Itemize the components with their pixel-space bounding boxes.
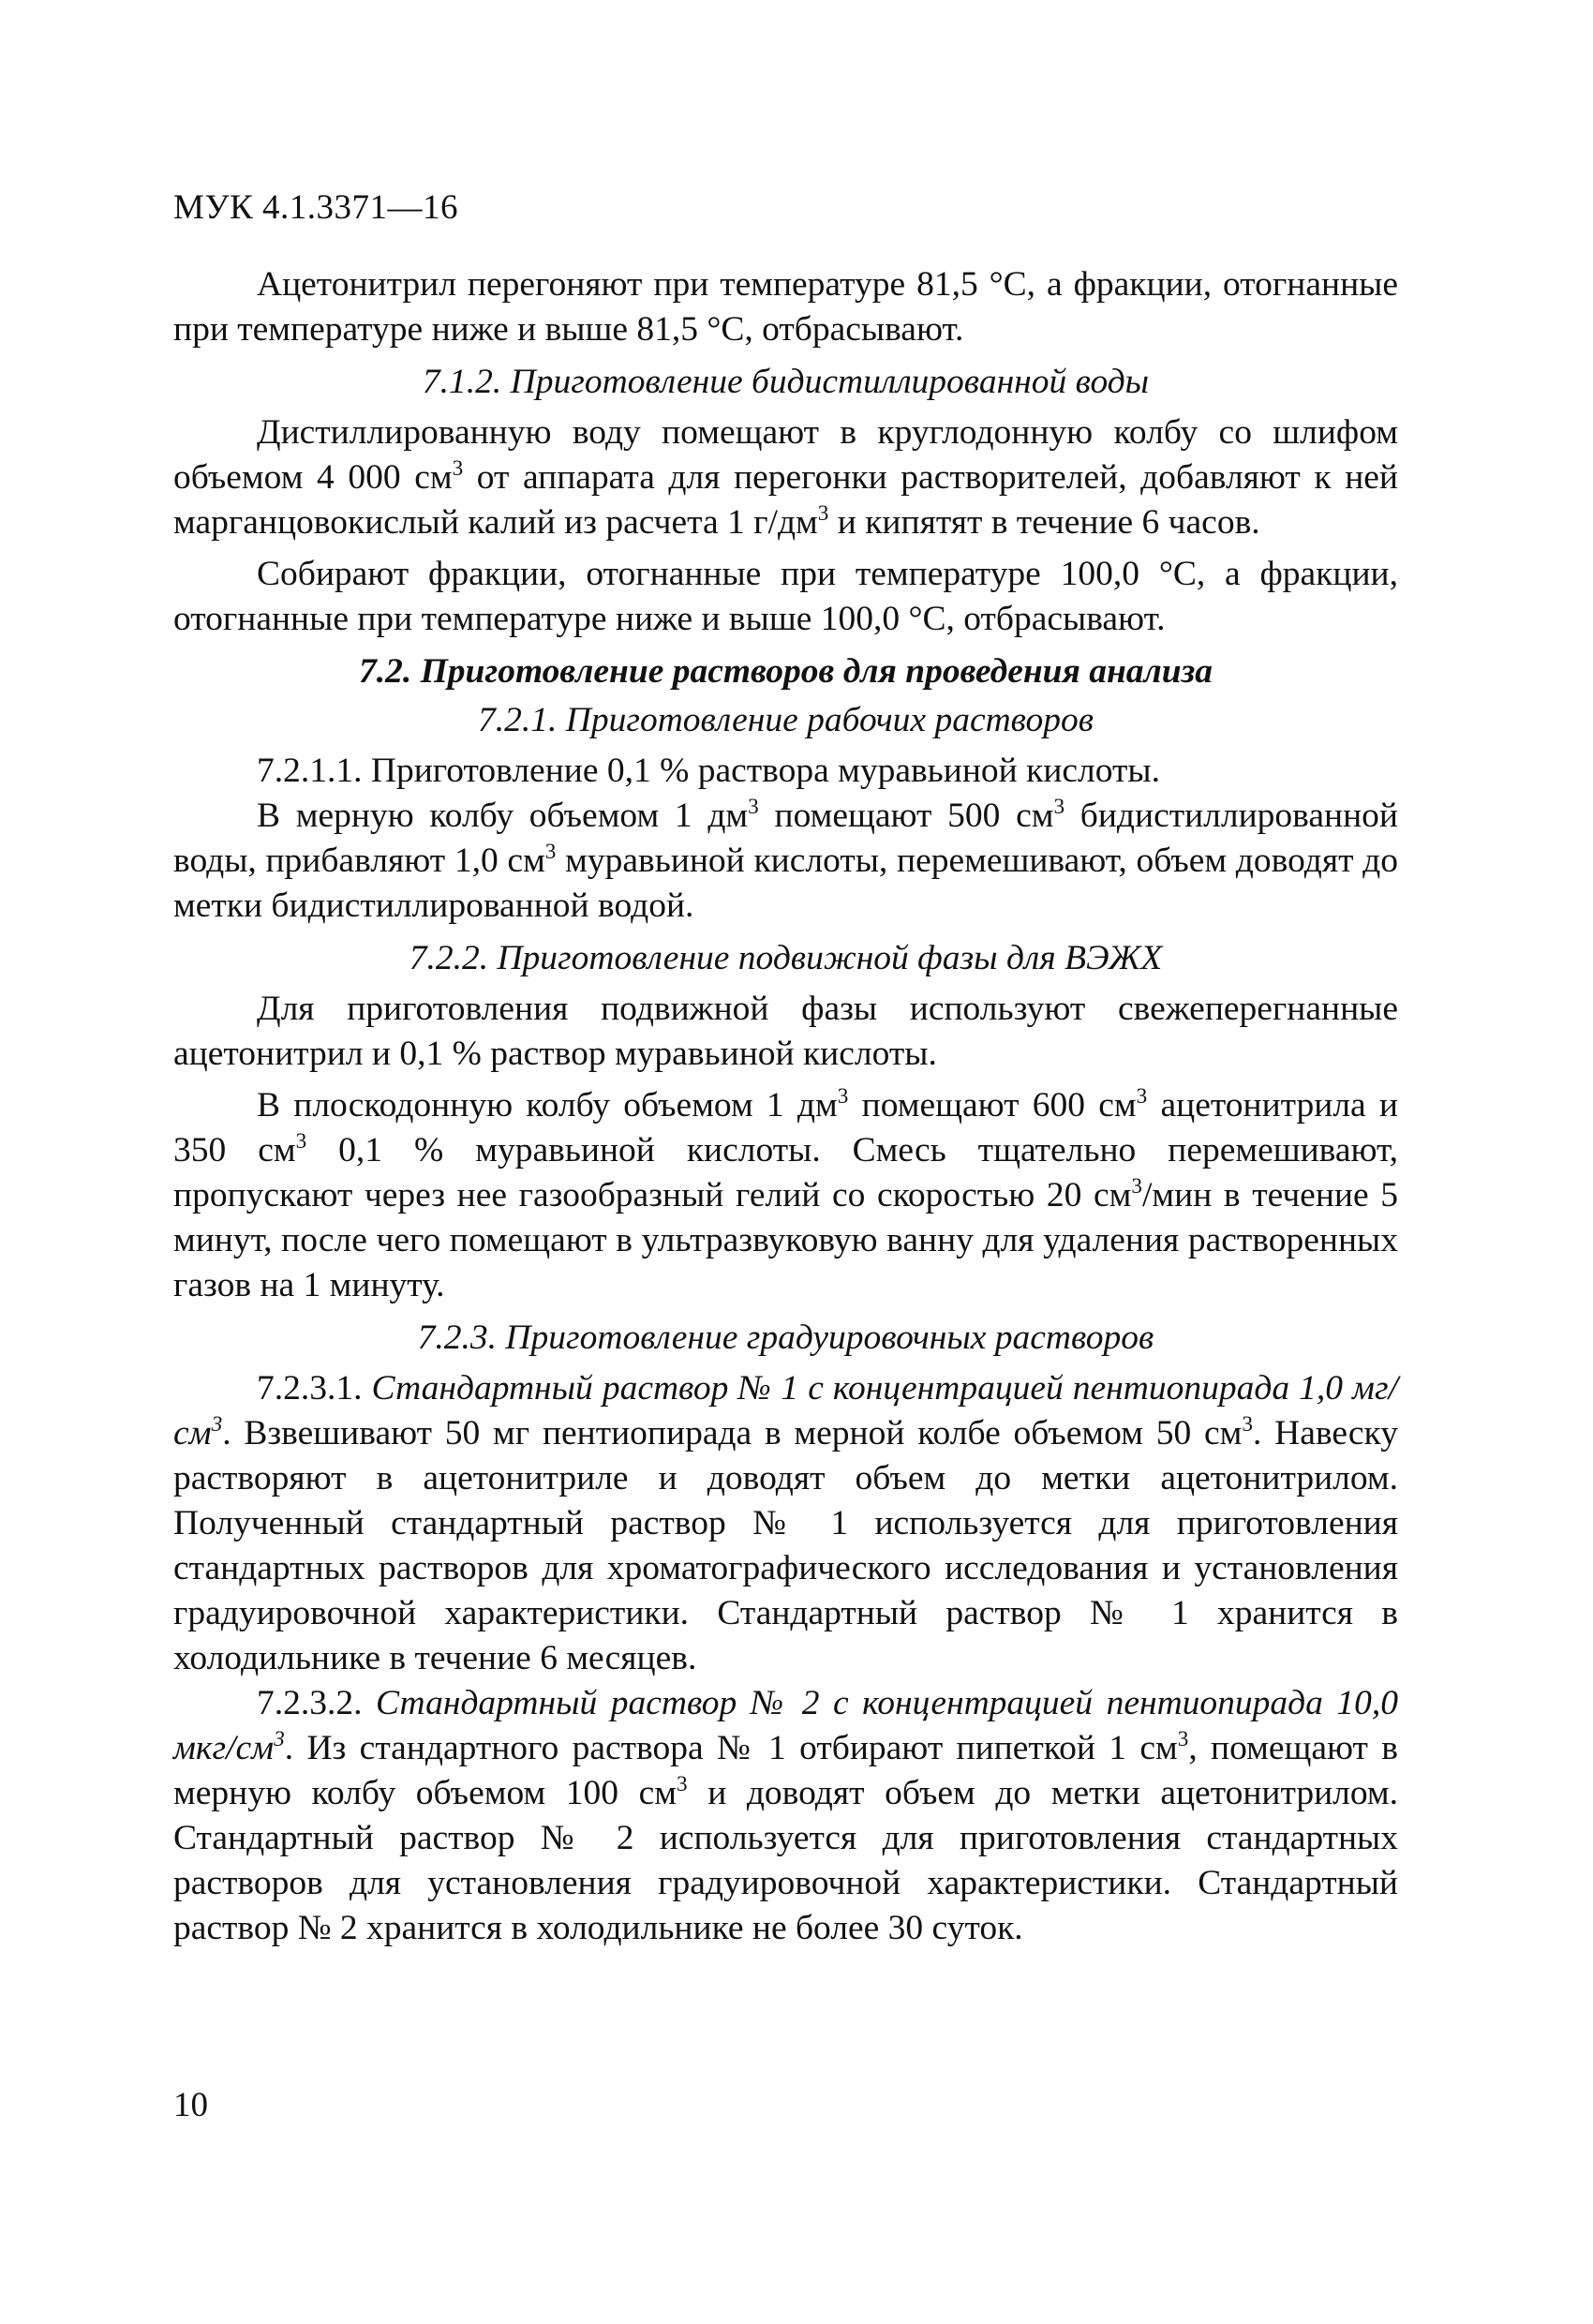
text-segment: . Из стандартного раствора № 1 отбирают пипеткой 1 см — [284, 1729, 1178, 1767]
paragraph-standard-solution-2 — [173, 1681, 1398, 1951]
paragraph-formic-acid-solution — [173, 794, 1398, 929]
heading-7-2-1: 7.2.1. Приготовление рабочих растворов — [478, 701, 1094, 739]
paragraph-standard-solution-1 — [173, 1366, 1398, 1681]
document-body — [173, 262, 1398, 1951]
superscript: 3 — [837, 1084, 849, 1110]
text-segment: от аппарата для перегонки растворителей, добавляют к ней марганцовокислый калий из расчета 1 г/дм — [173, 458, 1398, 542]
text-segment: ацетонитрила и 350 см — [173, 1086, 1398, 1169]
heading-7-2: 7.2. Приготовление растворов для проведения анализа — [358, 652, 1213, 691]
italic-title: Стандартный раствор № 1 с концентрацией пентиопирада 1,0 мг/см — [173, 1369, 1398, 1452]
superscript: 3 — [1136, 1084, 1148, 1110]
superscript: 3 — [677, 1772, 688, 1797]
italic-title: Стандартный раствор № 2 с концентрацией пентиопирада 10,0 мкг/см — [173, 1684, 1398, 1767]
paragraph-collect-fractions: Собирают фракции, отогнанные при температуре 100,0 °С, а фракции, отогнанные при температуре ниже и выше 100,0 °С, отбрасывают. — [173, 555, 1398, 638]
superscript: 3 — [274, 1727, 285, 1752]
text-segment: . Взвешивают 50 мг пентиопирада в мерной колбе объемом 50 см — [222, 1414, 1243, 1452]
superscript: 3 — [1242, 1412, 1253, 1438]
superscript: 3 — [544, 840, 557, 865]
superscript: 3 — [1131, 1174, 1142, 1199]
superscript: 3 — [295, 1129, 307, 1155]
text-segment: 7.2.3.1. — [257, 1369, 372, 1408]
text-segment: муравьиной кислоты, перемешивают, объем доводят до метки бидистиллированной водой. — [173, 842, 1398, 925]
text-segment: бидистиллированной воды, прибавляют 1,0 см — [173, 797, 1398, 880]
document-code-header: МУК 4.1.3371—16 — [173, 188, 459, 227]
superscript: 3 — [1053, 795, 1065, 820]
text-segment: 7.2.3.2. — [257, 1684, 377, 1722]
heading-7-2-2: 7.2.2. Приготовление подвижной фазы для ВЭЖХ — [409, 939, 1163, 977]
paragraph-bidistilled-water — [173, 410, 1398, 545]
heading-7-1-2: 7.1.2. Приготовление бидистиллированной воды — [422, 363, 1150, 401]
superscript: 3 — [748, 795, 759, 820]
text-segment: В мерную колбу объемом 1 дм — [257, 797, 749, 835]
text-segment: Дистиллированную воду помещают в круглодонную колбу со шлифом объемом 4 000 см — [173, 413, 1398, 497]
text-segment: 0,1 % муравьиной кислоты. Смесь тщательно перемешивают, пропускают через нее газообразный гелий со скоростью 20 см — [173, 1131, 1398, 1214]
paragraph-7-2-1-1: 7.2.1.1. Приготовление 0,1 % раствора муравьиной кислоты. — [257, 752, 1160, 790]
superscript: 3 — [211, 1412, 223, 1438]
text-segment: и кипятят в течение 6 часов. — [828, 503, 1260, 542]
text-segment: /мин в течение 5 минут, после чего помещают в ультразвуковую ванну для удаления растворенных газов на 1 минуту. — [173, 1176, 1398, 1304]
superscript: 3 — [817, 501, 829, 527]
superscript: 3 — [452, 456, 464, 482]
text-segment: и доводят объем до метки ацетонитрилом. Стандартный раствор № 2 используется для приготовления стандартных растворов для установления градуировочной характеристики. Стандартный раствор № 2 хранится в холодильнике не более 30 суток. — [173, 1774, 1398, 1947]
paragraph-mobile-phase-intro: Для приготовления подвижной фазы используют свежеперегнанные ацетонитрил и 0,1 % раствор муравьиной кислоты. — [173, 990, 1398, 1073]
superscript: 3 — [1177, 1727, 1189, 1752]
text-segment: . Навеску растворяют в ацетонитриле и доводят объем до метки ацетонитрилом. Полученный стандартный раствор № 1 используется для приготовления стандартных растворов для хроматографического исследования и установления градуировочной характеристики. Стандартный раствор № 1 хранится в холодильнике в течение 6 месяцев. — [173, 1414, 1398, 1677]
heading-7-2-3: 7.2.3. Приготовление градуировочных растворов — [417, 1318, 1154, 1357]
paragraph-acetonitrile-distillation: Ацетонитрил перегоняют при температуре 81,5 °С, а фракции, отогнанные при температуре ниже и выше 81,5 °С, отбрасывают. — [173, 265, 1398, 349]
text-segment: помещают 500 см — [758, 797, 1054, 835]
text-segment: помещают 600 см — [848, 1086, 1137, 1125]
paragraph-mobile-phase-preparation — [173, 1083, 1398, 1308]
page-number: 10 — [173, 2086, 208, 2124]
text-segment: , помещают в мерную колбу объемом 100 см — [173, 1729, 1398, 1812]
text-segment: В плоскодонную колбу объемом 1 дм — [257, 1086, 838, 1125]
